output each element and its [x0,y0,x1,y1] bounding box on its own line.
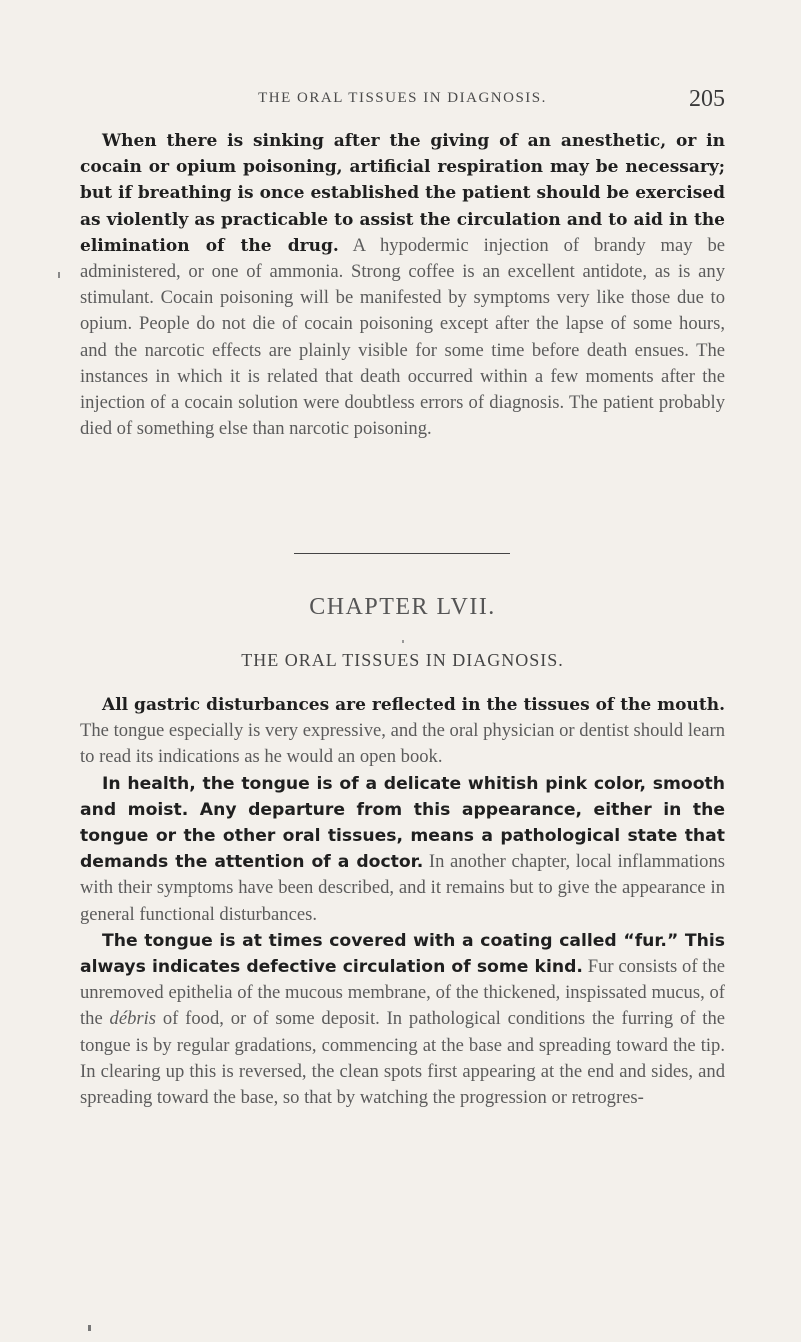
paragraph-italic-text: débris [109,1008,157,1030]
paragraph-bold-text: All gastric disturbances are reflected in the tissues of the mouth. [102,695,725,715]
paragraph-bold-text: In health, the tongue is of a delicate whitish pink color, smooth and moist. Any departure from this appearance, either in the tongue or the other oral tissues, means a pathological state that demands the attention of a doctor. [80,773,725,873]
print-speck [402,640,404,643]
paragraph-anesthetic [80,128,725,442]
page-number: 205 [689,86,725,112]
running-title: THE ORAL TISSUES IN DIAGNOSIS. [258,90,547,106]
paragraph-fur [80,928,725,1111]
paragraph-regular-text: A hypodermic injection of brandy may be administered, or one of ammonia. Strong coffee is an excellent antidote, as is any stimulant. Cocain poisoning will be manifested by symptoms very like those due to opium. People do not die of cocain poisoning except after the lapse of some hours, and the narcotic effects are plainly visible for some time before death ensues. The instances in which it is related that death occurred within a few moments after the injection of a cocain solution were doubtless errors of diagnosis. The patient probably died of something else than narcotic poisoning. [80,234,725,440]
paragraph-bold-text: The tongue is at times covered with a coating called “fur.” This always indicates defective circulation of some kind. [80,930,725,978]
chapter-body-block [80,692,725,1111]
paragraph-regular-text: Fur consists of the unremoved epithelia of the mucous membrane, of the thickened, inspissated mucus, of the [80,956,726,1030]
chapter-title: CHAPTER LVII. [309,594,496,620]
paragraph-regular-text: In another chapter, local inflammations with their symptoms have been described, and it remains but to give the appearance in general functional disturbances. [80,851,725,925]
section-divider-rule [294,553,510,554]
print-speck [58,272,60,278]
paragraph-regular-text: of food, or of some deposit. In pathological conditions the furring of the tongue is by regular gradations, commencing at the base and spreading toward the tip. In clearing up this is reversed, the clean spots first appearing at the end and sides, and spreading toward the base, so that by watching the progression or retrogres- [80,1008,725,1109]
paragraph-gastric [80,692,725,771]
chapter-subtitle: THE ORAL TISSUES IN DIAGNOSIS. [241,650,564,670]
running-head [80,86,725,116]
paragraph-health [80,771,725,928]
paragraph-regular-text: The tongue especially is very expressive, and the oral physician or dentist should learn to read its indications as he would an open book. [80,720,725,768]
print-speck [88,1325,91,1331]
paragraph-bold-text: When there is sinking after the giving of an anesthetic, or in cocain or opium poisoning, artificial respiration may be necessary; but if breathing is once established the patient should be exercised as violently as practicable to assist the circulation and to aid in the elimination of the drug. [80,131,725,256]
opening-paragraph-block [80,128,725,442]
